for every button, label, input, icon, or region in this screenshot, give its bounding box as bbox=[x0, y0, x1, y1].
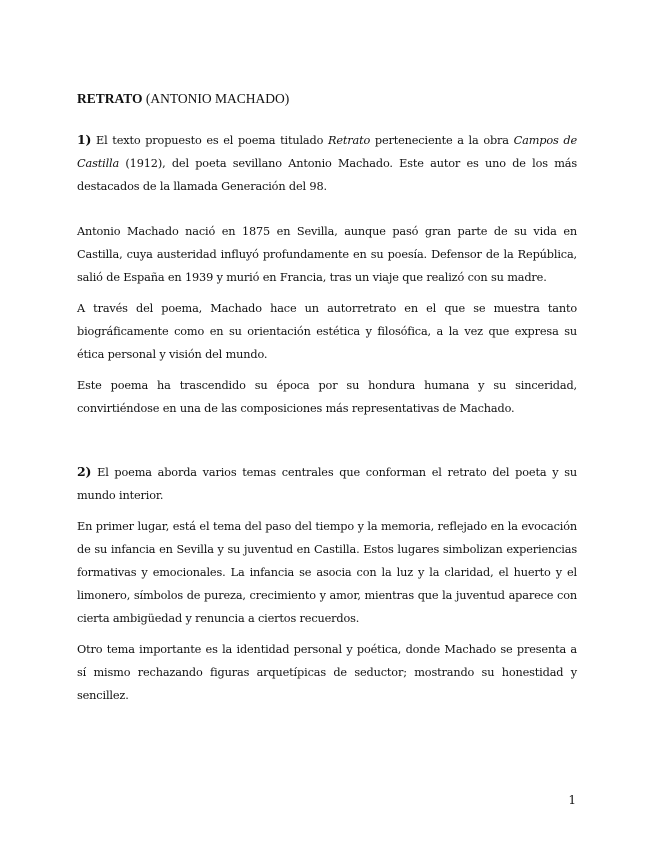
section-2-paragraph-1 bbox=[77, 460, 577, 507]
section-1-number: 1) bbox=[77, 132, 92, 147]
text-run: El texto propuesto es el poema titulado bbox=[96, 134, 328, 147]
section-2-paragraph-2: En primer lugar, está el tema del paso del tiempo y la memoria, reflejado en la evocación de su infancia en Sevilla y su juventud en Castilla. Estos lugares simbolizan experiencias formativas y emocionales. La infancia se asocia con la luz y la claridad, el huerto y el limonero, símbolos de pureza, crecimiento y amor, mientras que la juventud aparece con cierta ambigüedad y renuncia a ciertos recuerdos. bbox=[77, 520, 577, 625]
poem-title: Retrato bbox=[327, 134, 371, 147]
section-2-number: 2) bbox=[77, 464, 92, 479]
text-run: perteneciente a la obra bbox=[370, 134, 514, 147]
text-run: El poema aborda varios temas centrales que conforman el retrato del poeta y su mundo interior. bbox=[77, 466, 577, 502]
section-1-paragraph-2: Antonio Machado nació en 1875 en Sevilla, aunque pasó gran parte de su vida en Castilla, cuya austeridad influyó profundamente en su poesía. Defensor de la República, salió de España en 1939 y murió en Francia, tras un viaje que realizó con su madre. bbox=[77, 225, 577, 284]
title-bold: RETRATO bbox=[77, 91, 143, 106]
text-run: (1912), del poeta sevillano Antonio Machado. Este autor es uno de los más destacados de la llamada Generación del 98. bbox=[77, 157, 577, 193]
title-author: (ANTONIO MACHADO) bbox=[142, 91, 290, 106]
section-2-paragraph-3: Otro tema importante es la identidad personal y poética, donde Machado se presenta a sí mismo rechazando figuras arquetípicas de seductor; mostrando su honestidad y sencillez. bbox=[77, 643, 577, 702]
section-1-paragraph-1 bbox=[77, 128, 577, 198]
section-1-paragraph-3: A través del poema, Machado hace un autorretrato en el que se muestra tanto biográficamente como en su orientación estética y filosófica, a la vez que expresa su ética personal y visión del mundo. bbox=[77, 302, 577, 361]
document-title bbox=[77, 89, 577, 109]
section-1-paragraph-4: Este poema ha trascendido su época por su hondura humana y su sinceridad, convirtiéndose en una de las composiciones más representativas de Machado. bbox=[77, 379, 577, 415]
page-number: 1 bbox=[568, 793, 576, 807]
book-title: Campos de Castilla bbox=[77, 134, 577, 170]
document-body bbox=[77, 89, 577, 707]
